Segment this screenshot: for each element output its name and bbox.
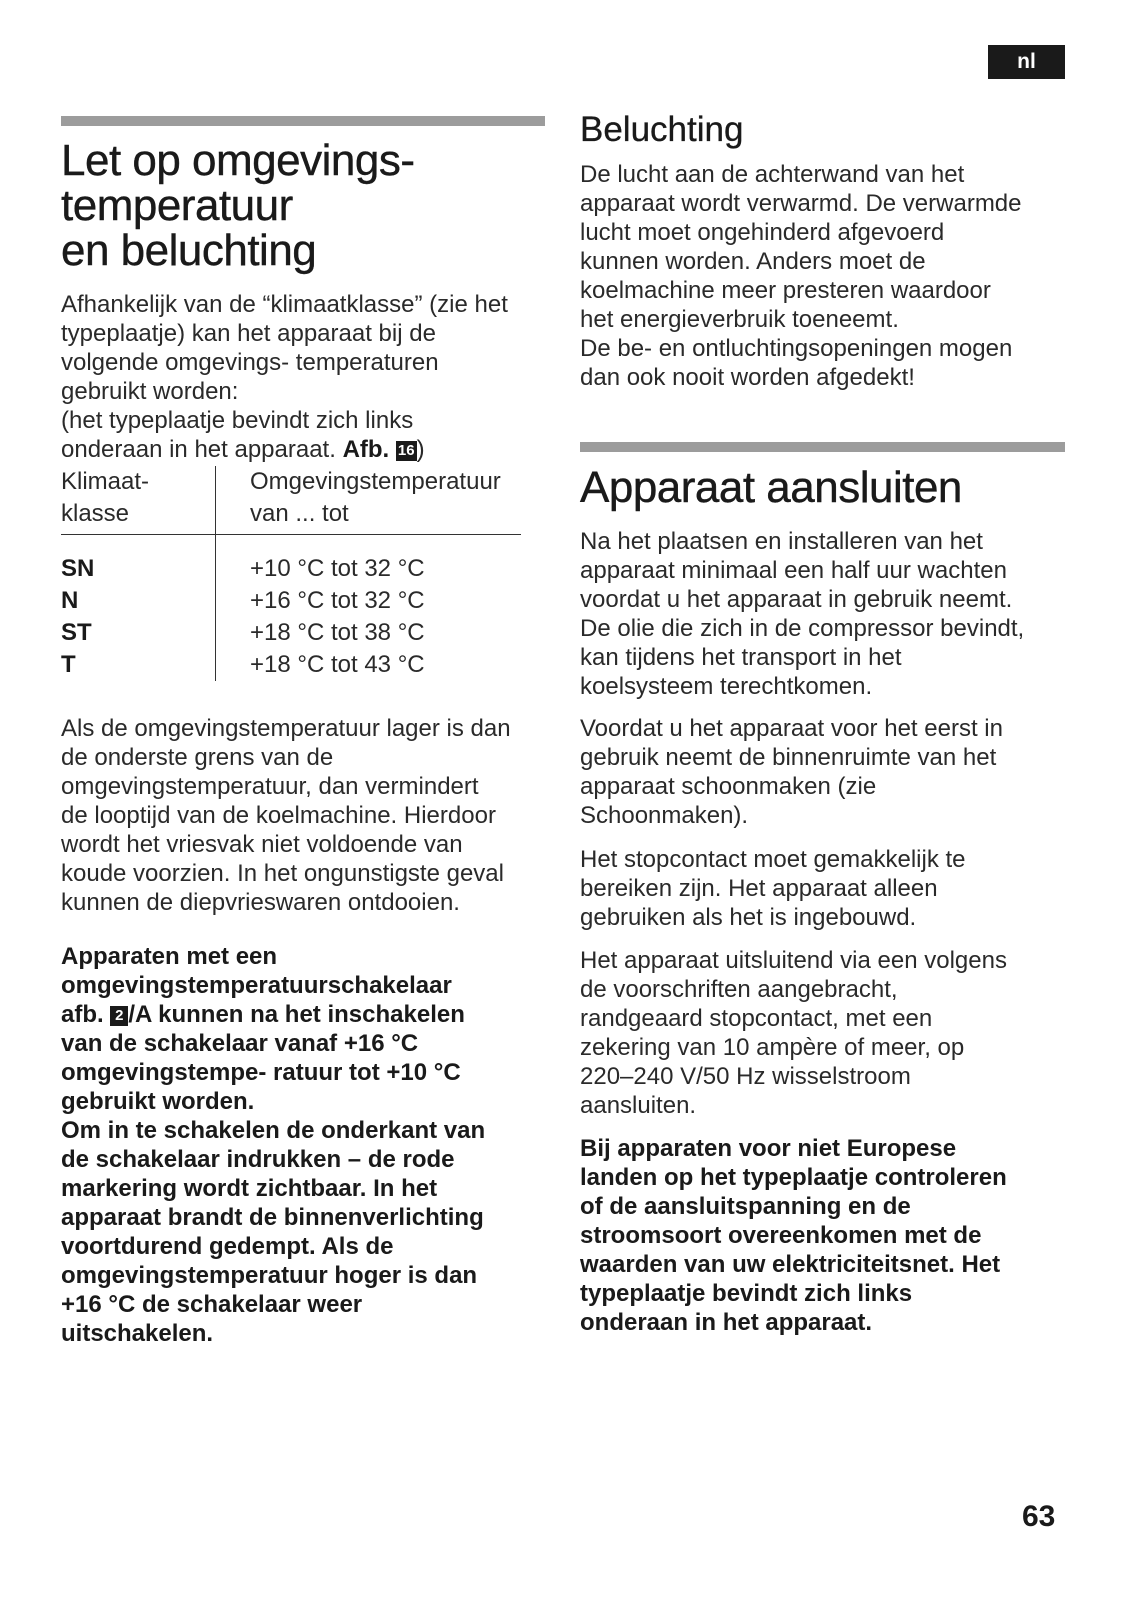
text-line: wordt het vriesvak niet voldoende van [61,831,463,858]
text-line: onderaan in het apparaat. [61,436,336,463]
section-rule-left [61,116,545,126]
table-row [61,585,521,617]
text-line: kan tijdens het transport in het [580,644,902,671]
header-text: Omgevingstemperatuur [250,468,501,495]
text-line: de schakelaar indrukken – de rode [61,1146,455,1173]
text-line: voordat u het apparaat in gebruik neemt. [580,586,1013,613]
text-line: gebruiken als het is ingebouwd. [580,904,917,931]
text-line: kunnen de diepvrieswaren ontdooien. [61,889,460,916]
table-header-temperature [216,466,522,535]
language-tab: nl [988,45,1065,79]
text-line: +16 °C de schakelaar weer [61,1291,363,1318]
intro-paragraph [61,290,551,464]
text-line: 220–240 V/50 Hz wisselstroom [580,1063,911,1090]
text-line: Het stopcontact moet gemakkelijk te [580,846,966,873]
connect-paragraph-warning [580,1134,1070,1337]
text-line: apparaat schoonmaken (zie [580,773,877,800]
temperature-range-cell: +16 °C tot 32 °C [250,587,425,614]
text-line: /A kunnen na het inschakelen [128,1001,465,1028]
temperature-range-cell: +10 °C tot 32 °C [250,555,425,582]
text-line: voortdurend gedempt. Als de [61,1233,394,1260]
text-line: de voorschriften aangebracht, [580,976,898,1003]
text-line: markering wordt zichtbaar. In het [61,1175,438,1202]
figure-number-badge: 2 [110,1006,128,1026]
climate-class-cell: SN [61,553,216,585]
text-line: waarden van uw elektriciteitsnet. Het [580,1251,1001,1278]
text-line: De olie die zich in de compressor bevindt, [580,615,1025,642]
text-line: Na het plaatsen en installeren van het [580,528,983,555]
text-line: (het typeplaatje bevindt zich links [61,407,414,434]
text-line: Het apparaat uitsluitend via een volgens [580,947,1007,974]
text-line: zekering van 10 ampère of meer, op [580,1034,965,1061]
text-line: onderaan in het apparaat. [580,1309,873,1336]
connect-paragraph-clean [580,714,1070,830]
text-line: Voordat u het apparaat voor het eerst in [580,715,1003,742]
text-line: apparaat brandt de binnenverlichting [61,1204,484,1231]
table-row [61,649,521,681]
text-line: Bij apparaten voor niet Europese [580,1135,957,1162]
text-line: aansluiten. [580,1092,697,1119]
text-line: stroomsoort overeenkomen met de [580,1222,982,1249]
text-line: uitschakelen. [61,1320,214,1347]
text-line: volgende omgevings- temperaturen [61,349,439,376]
text-line: kunnen worden. Anders moet de [580,248,926,275]
text-line: koude voorzien. In het ongunstigste geval [61,860,504,887]
title-line: Let op omgevings- [61,136,415,185]
text-line: of de aansluitspanning en de [580,1193,911,1220]
text-line: De lucht aan de achterwand van het [580,161,965,188]
low-temperature-paragraph [61,714,561,917]
text-line: omgevingstemperatuur hoger is dan [61,1262,478,1289]
section-title-ambient [61,138,415,273]
temperature-range-cell: +18 °C tot 43 °C [250,651,425,678]
text-line: Apparaten met een [61,943,278,970]
table-header-row [61,466,521,535]
page-number: 63 [1022,1500,1056,1533]
connect-paragraph-wait [580,527,1070,701]
climate-class-cell: T [61,649,216,681]
switch-instructions-paragraph [61,942,561,1348]
text-line: typeplaatje) kan het apparaat bij de [61,320,436,347]
text-line: omgevingstempe- ratuur tot +10 °C [61,1059,461,1086]
table-header-class [61,466,216,535]
text-line: lucht moet ongehinderd afgevoerd [580,219,945,246]
climate-class-cell: ST [61,617,216,649]
text-line: apparaat minimaal een half uur wachten [580,557,1007,584]
text-line: Afhankelijk van de “klimaatklasse” (zie het [61,291,508,318]
text-line: dan ook nooit worden afgedekt! [580,364,915,391]
text-line: Als de omgevingstemperatuur lager is dan [61,715,511,742]
closing-paren: ) [416,436,425,463]
text-line: koelmachine meer presteren waardoor [580,277,991,304]
section-title-ventilation: Beluchting [580,110,744,149]
connect-paragraph-power [580,946,1070,1120]
section-title-connect: Apparaat aansluiten [580,463,962,512]
connect-paragraph-socket [580,845,1070,932]
text-line: Schoonmaken). [580,802,749,829]
text-line: van de schakelaar vanaf +16 °C [61,1030,419,1057]
text-line: koelsysteem terechtkomen. [580,673,873,700]
table-row [61,553,521,585]
text-line: gebruikt worden. [61,1088,255,1115]
ventilation-paragraph [580,160,1070,392]
climate-class-table [61,466,521,681]
header-text: Klimaat- [61,468,150,495]
table-row [61,617,521,649]
temperature-range-cell: +18 °C tot 38 °C [250,619,425,646]
header-text: klasse [61,500,130,527]
figure-ref-label: afb. [61,1001,104,1028]
text-line: omgevingstemperatuurschakelaar [61,972,452,999]
text-line: gebruikt worden: [61,378,239,405]
text-line: bereiken zijn. Het apparaat alleen [580,875,938,902]
text-line: de looptijd van de koelmachine. Hierdoor [61,802,496,829]
figure-ref-label: Afb. [342,436,390,463]
text-line: randgeaard stopcontact, met een [580,1005,933,1032]
text-line: het energieverbruik toeneemt. [580,306,899,333]
text-line: gebruik neemt de binnenruimte van het [580,744,997,771]
text-line: de onderste grens van de [61,744,334,771]
text-line: apparaat wordt verwarmd. De verwarmde [580,190,1022,217]
climate-class-cell: N [61,585,216,617]
title-line: temperatuur [61,181,293,230]
text-line: De be- en ontluchtingsopeningen mogen [580,335,1013,362]
text-line: Om in te schakelen de onderkant van [61,1117,486,1144]
text-line: omgevingstemperatuur, dan vermindert [61,773,479,800]
figure-number-badge: 16 [397,442,415,459]
title-line: en beluchting [61,226,317,275]
text-line: landen op het typeplaatje controleren [580,1164,1007,1191]
header-text: van ... tot [250,500,349,527]
text-line: typeplaatje bevindt zich links [580,1280,913,1307]
section-rule-right [580,442,1065,452]
